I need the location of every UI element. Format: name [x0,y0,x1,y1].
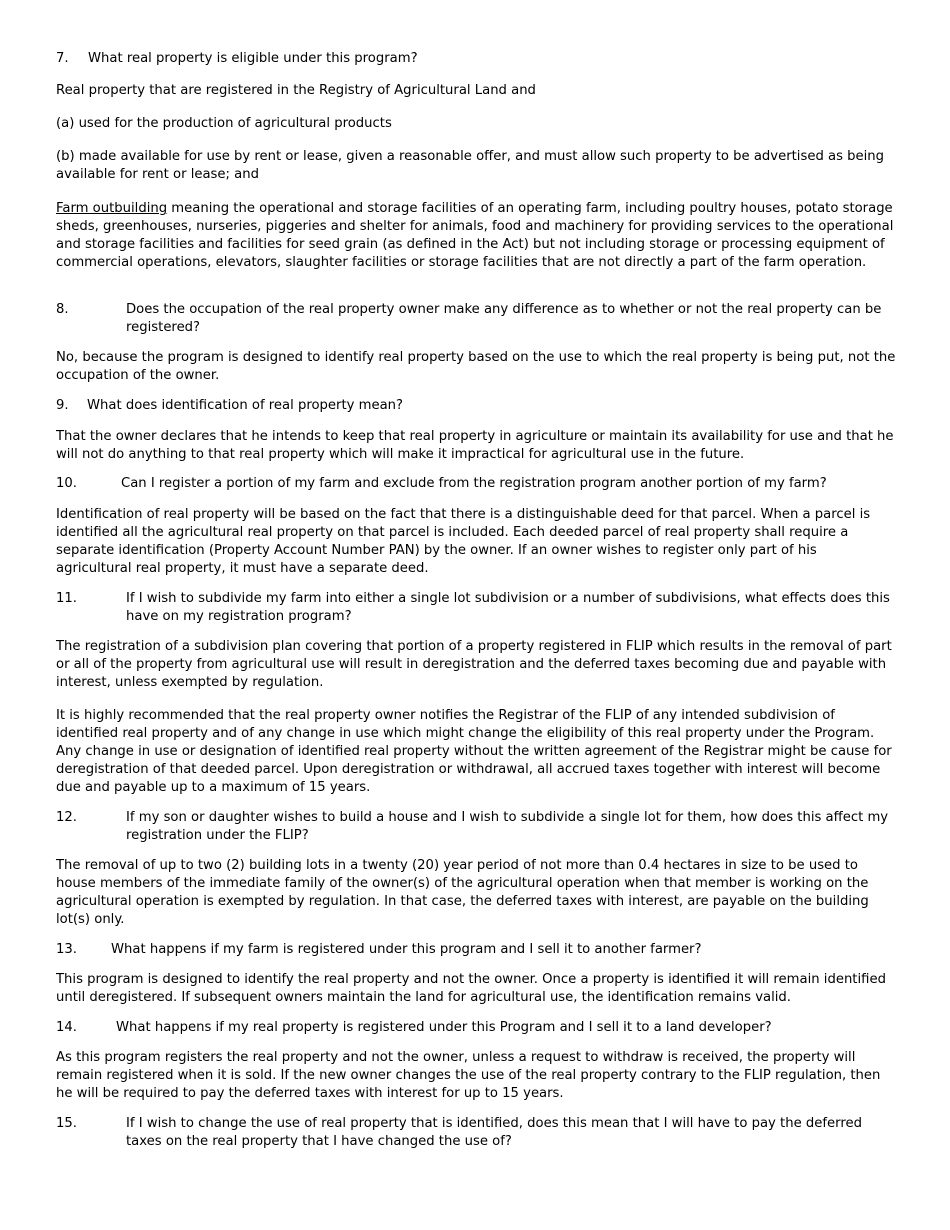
definition-text: meaning the operational and storage facilities of an operating farm, including poultry houses, potato storage sheds, greenhouses, nurseries, piggeries and shelter for animals, food and machinery for providing services to the operational and storage facilities and facilities for seed grain (as defined in the Act) but not including storage or processing equipment of commercial operations, elevators, slaughter facilities or storage facilities that are not directly a part of the farm operation. [56,201,894,270]
answer-paragraph: The removal of up to two (2) building lots in a twenty (20) year period of not more than 0.4 hectares in size to be used to house members of the immediate family of the owner(s) of the agricultural operation when that member is working on the agricultural operation is exempted by regulation. In that case, the deferred taxes with interest, are payable on the building lot(s) only. [56,858,869,927]
question-number: 13. [56,942,77,957]
answer-paragraph: Real property that are registered in the Registry of Agricultural Land and [56,83,536,98]
answer-paragraph: (b) made available for use by rent or lease, given a reasonable offer, and must allow such property to be advertised as being available for rent or lease; and [56,149,885,182]
answer-paragraph: That the owner declares that he intends to keep that real property in agriculture or maintain its availability for use and that he will not do anything to that real property which will make it impractical for agricultural use in the future. [56,429,894,462]
question-text: If I wish to change the use of real property that is identified, does this mean that I will have to pay the deferred taxes on the real property that I have changed the use of? [126,1116,862,1149]
answer-paragraph: This program is designed to identify the real property and not the owner. Once a property is identified it will remain identified until deregistered. If subsequent owners maintain the land for agricultural use, the identification remains valid. [56,972,886,1005]
question-number: 14. [56,1020,77,1035]
answer-paragraph: As this program registers the real property and not the owner, unless a request to withdraw is received, the property will remain registered when it is sold. If the new owner changes the use of the real property contrary to the FLIP regulation, then he will be required to pay the deferred taxes with interest for up to 15 years. [56,1050,881,1101]
question-12 [56,809,896,845]
question-15 [56,1115,896,1151]
question-number: 15. [56,1116,77,1131]
question-number: 7. [56,51,69,66]
question-8 [56,301,896,337]
question-number: 11. [56,591,77,606]
defined-term: Farm outbuilding [56,201,168,216]
answer-paragraph: It is highly recommended that the real property owner notifies the Registrar of the FLIP of any intended subdivision of identified real property and of any change in use which might change the eligibility of this real property under the Program. Any change in use or designation of identified real property without the written agreement of the Registrar might be cause for deregistration of that deeded parcel. Upon deregistration or withdrawal, all accrued taxes together with interest will become due and payable up to a maximum of 15 years. [56,708,892,795]
question-13 [56,941,896,959]
question-number: 8. [56,302,69,317]
question-number: 9. [56,398,69,413]
question-number: 10. [56,476,77,491]
answer-paragraph: No, because the program is designed to identify real property based on the use to which the real property is being put, not the occupation of the owner. [56,350,896,383]
question-text: Can I register a portion of my farm and exclude from the registration program another portion of my farm? [121,476,827,491]
answer-paragraph: (a) used for the production of agricultural products [56,116,392,131]
question-text: What real property is eligible under this program? [88,51,418,66]
question-text: Does the occupation of the real property owner make any difference as to whether or not the real property can be registered? [126,302,882,335]
question-text: If my son or daughter wishes to build a house and I wish to subdivide a single lot for them, how does this affect my registration under the FLIP? [126,810,889,843]
question-text: What does identification of real property mean? [87,398,404,413]
question-14 [56,1019,896,1037]
question-10 [56,475,896,493]
question-text: If I wish to subdivide my farm into either a single lot subdivision or a number of subdivisions, what effects does this have on my registration program? [126,591,890,624]
question-number: 12. [56,810,77,825]
question-text: What happens if my real property is registered under this Program and I sell it to a land developer? [116,1020,772,1035]
answer-paragraph: The registration of a subdivision plan covering that portion of a property registered in FLIP which results in the removal of part or all of the property from agricultural use will result in deregistration and the deferred taxes becoming due and payable with interest, unless exempted by regulation. [56,639,892,690]
question-7 [56,50,896,68]
question-9 [56,397,896,415]
question-text: What happens if my farm is registered under this program and I sell it to another farmer? [111,942,702,957]
answer-paragraph [56,200,896,272]
question-11 [56,590,896,626]
answer-paragraph: Identification of real property will be based on the fact that there is a distinguishable deed for that parcel. When a parcel is identified all the agricultural real property on that parcel is included. Each deeded parcel of real property shall require a separate identification (Property Account Number PAN) by the owner. If an owner wishes to register only part of his agricultural real property, it must have a separate deed. [56,507,871,576]
